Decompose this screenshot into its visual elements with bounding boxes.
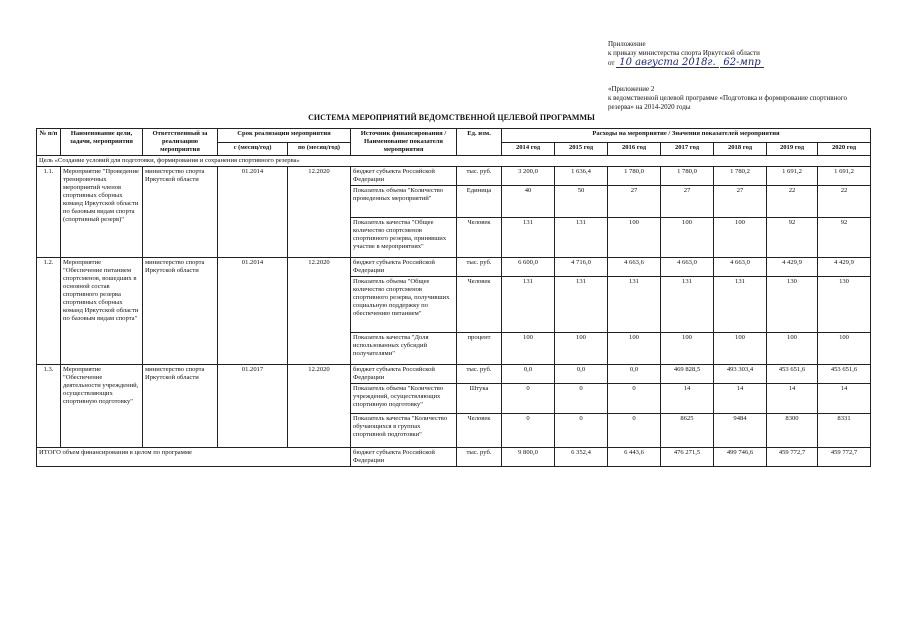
- item-name: Мероприятие "Проведение тренировочных мероприятий членов спортивных сборных команд Иркутской области по базовым видам спорта (спортивный резерв)": [61, 167, 143, 258]
- item-from: 01.2017: [218, 365, 288, 448]
- row-value: 100: [608, 333, 661, 365]
- row-value: 100: [714, 218, 767, 258]
- header-unit: Ед. изм.: [457, 129, 502, 156]
- row-value: 4 663,0: [661, 258, 714, 277]
- header-year: 2020 год: [818, 142, 871, 156]
- row-value: 1 780,0: [661, 167, 714, 186]
- header-to: по (месяц/год): [288, 142, 351, 156]
- total-value: 9 800,0: [502, 448, 555, 467]
- row-value: 453 651,6: [767, 365, 818, 384]
- header-year: 2016 год: [608, 142, 661, 156]
- row-value: 6 600,0: [502, 258, 555, 277]
- row-value: 14: [818, 384, 871, 414]
- row-value: 131: [502, 218, 555, 258]
- row-value: 1 636,4: [555, 167, 608, 186]
- row-value: 4 429,9: [767, 258, 818, 277]
- row-value: 131: [502, 277, 555, 333]
- row-unit: Человек: [457, 277, 502, 333]
- row-value: 14: [714, 384, 767, 414]
- row-value: 22: [767, 186, 818, 218]
- total-value: 459 772,7: [818, 448, 871, 467]
- row-value: 8625: [661, 414, 714, 448]
- total-unit: тыс. руб.: [457, 448, 502, 467]
- approval-number-handwritten: 62-мпр: [720, 58, 763, 68]
- item-responsible: министерство спорта Иркутской области: [143, 365, 218, 448]
- row-value: 100: [555, 333, 608, 365]
- row-source: бюджет субъекта Российской Федерации: [351, 167, 457, 186]
- row-value: 0,0: [555, 365, 608, 384]
- item-responsible: министерство спорта Иркутской области: [143, 167, 218, 258]
- header-period: Срок реализации мероприятия: [218, 129, 351, 143]
- row-value: 27: [714, 186, 767, 218]
- row-source: Показатель объема "Количество учреждений, осуществляющих спортивную подготовку": [351, 384, 457, 414]
- row-value: 493 303,4: [714, 365, 767, 384]
- item-number: 1.1.: [37, 167, 61, 258]
- row-value: 100: [502, 333, 555, 365]
- row-value: 0,0: [502, 365, 555, 384]
- row-value: 3 200,0: [502, 167, 555, 186]
- row-value: 0: [555, 414, 608, 448]
- row-source: Показатель объема "Общее количество спортсменов спортивного резерва, получивших социальную поддержку по обеспечению питанием": [351, 277, 457, 333]
- row-value: 22: [818, 186, 871, 218]
- row-value: 1 780,2: [714, 167, 767, 186]
- header-year: 2017 год: [661, 142, 714, 156]
- row-value: 131: [661, 277, 714, 333]
- header-row-1: [37, 129, 871, 143]
- row-unit: Штука: [457, 384, 502, 414]
- row-value: 130: [767, 277, 818, 333]
- row-value: 469 828,5: [661, 365, 714, 384]
- total-row: [37, 448, 871, 467]
- goal-text: Цель «Создание условий для подготовки, формирования и сохранения спортивного резерва»: [37, 156, 871, 167]
- row-unit: Человек: [457, 414, 502, 448]
- row-value: 4 663,0: [714, 258, 767, 277]
- appendix-line1: «Приложение 2: [608, 85, 655, 93]
- row-unit: Единица: [457, 186, 502, 218]
- row-value: 131: [555, 277, 608, 333]
- row-value: 9484: [714, 414, 767, 448]
- row-value: 4 663,6: [608, 258, 661, 277]
- row-value: 453 651,6: [818, 365, 871, 384]
- approval-from: от: [608, 59, 615, 67]
- row-value: 27: [661, 186, 714, 218]
- table-row: [37, 167, 871, 186]
- row-value: 1 691,2: [767, 167, 818, 186]
- total-value: 499 746,6: [714, 448, 767, 467]
- approval-date-handwritten: 10 августа 2018г.: [616, 58, 718, 68]
- total-value: 6 352,4: [555, 448, 608, 467]
- item-name: Мероприятие "Обеспечение деятельности учреждений, осуществляющих спортивную подготовку": [61, 365, 143, 448]
- row-value: 131: [608, 277, 661, 333]
- row-value: 100: [661, 218, 714, 258]
- item-name: Мероприятие "Обеспечение питанием спортсменов, вошедших в основной состав спортивного резерва спортивных сборных команд Иркутской области по базовым видам спорта": [61, 258, 143, 365]
- goal-row: [37, 156, 871, 167]
- row-source: Показатель качества "Доля использованных субсидий получателями": [351, 333, 457, 365]
- row-value: 0: [502, 384, 555, 414]
- row-source: Показатель качества "Количество обучающихся в группах спортивной подготовки": [351, 414, 457, 448]
- header-year: 2014 год: [502, 142, 555, 156]
- row-value: 0: [608, 414, 661, 448]
- row-value: 50: [555, 186, 608, 218]
- appendix-line3: резерва» на 2014-2020 годы: [608, 103, 691, 111]
- row-value: 4 429,9: [818, 258, 871, 277]
- header-name: Наименование цели, задачи, мероприятия: [61, 129, 143, 156]
- header-year: 2018 год: [714, 142, 767, 156]
- table-row: [37, 365, 871, 384]
- row-value: 0: [555, 384, 608, 414]
- item-from: 01.2014: [218, 167, 288, 258]
- approval-line2: к приказу министерства спорта Иркутской области: [608, 49, 760, 57]
- row-value: 4 716,0: [555, 258, 608, 277]
- row-value: 14: [661, 384, 714, 414]
- row-unit: тыс. руб.: [457, 365, 502, 384]
- row-unit: Человек: [457, 218, 502, 258]
- row-value: 14: [767, 384, 818, 414]
- total-value: 459 772,7: [767, 448, 818, 467]
- header-num: № п/п: [37, 129, 61, 156]
- appendix-line2: к ведомственной целевой программе «Подготовка и формирование спортивного: [608, 94, 847, 102]
- row-value: 131: [714, 277, 767, 333]
- row-value: 0,0: [608, 365, 661, 384]
- total-value: 6 443,6: [608, 448, 661, 467]
- row-value: 0: [502, 414, 555, 448]
- row-source: Показатель качества "Общее количество спортсменов спортивного резерва, принявших участие в мероприятиях": [351, 218, 457, 258]
- approval-line1: Приложение: [608, 40, 646, 48]
- row-value: 131: [555, 218, 608, 258]
- row-value: 130: [818, 277, 871, 333]
- row-value: 0: [608, 384, 661, 414]
- total-label: ИТОГО объем финансирования в целом по программе: [37, 448, 351, 467]
- document-title: СИСТЕМА МЕРОПРИЯТИЙ ВЕДОМСТВЕННОЙ ЦЕЛЕВОЙ ПРОГРАММЫ: [308, 113, 595, 122]
- row-unit: процент: [457, 333, 502, 365]
- table-row: [37, 258, 871, 277]
- appendix-note: [608, 85, 883, 112]
- header-from: с (месяц/год): [218, 142, 288, 156]
- approval-date-line: [608, 58, 868, 68]
- item-to: 12.2020: [288, 167, 351, 258]
- program-table: [36, 128, 871, 467]
- header-year: 2015 год: [555, 142, 608, 156]
- item-number: 1.3.: [37, 365, 61, 448]
- item-from: 01.2014: [218, 258, 288, 365]
- header-year: 2019 год: [767, 142, 818, 156]
- row-value: 1 691,2: [818, 167, 871, 186]
- row-value: 100: [767, 333, 818, 365]
- row-unit: тыс. руб.: [457, 258, 502, 277]
- row-source: Показатель объема "Количество проведенных мероприятий": [351, 186, 457, 218]
- header-source: Источник финансирования / Наименование показателя мероприятия: [351, 129, 457, 156]
- total-value: 476 271,5: [661, 448, 714, 467]
- row-value: 8331: [818, 414, 871, 448]
- row-value: 92: [767, 218, 818, 258]
- row-value: 100: [714, 333, 767, 365]
- row-value: 100: [661, 333, 714, 365]
- row-value: 92: [818, 218, 871, 258]
- item-responsible: министерство спорта Иркутской области: [143, 258, 218, 365]
- header-expenses: Расходы на мероприятие / Значения показателей мероприятия: [502, 129, 871, 143]
- row-value: 8300: [767, 414, 818, 448]
- row-source: бюджет субъекта Российской Федерации: [351, 365, 457, 384]
- header-responsible: Ответственный за реализацию мероприятия: [143, 129, 218, 156]
- row-value: 100: [608, 218, 661, 258]
- row-source: бюджет субъекта Российской Федерации: [351, 258, 457, 277]
- row-value: 27: [608, 186, 661, 218]
- row-value: 40: [502, 186, 555, 218]
- row-value: 100: [818, 333, 871, 365]
- approval-note: [608, 40, 868, 68]
- item-number: 1.2.: [37, 258, 61, 365]
- item-to: 12.2020: [288, 365, 351, 448]
- total-source: бюджет субъекта Российской Федерации: [351, 448, 457, 467]
- row-unit: тыс. руб.: [457, 167, 502, 186]
- row-value: 1 780,0: [608, 167, 661, 186]
- item-to: 12.2020: [288, 258, 351, 365]
